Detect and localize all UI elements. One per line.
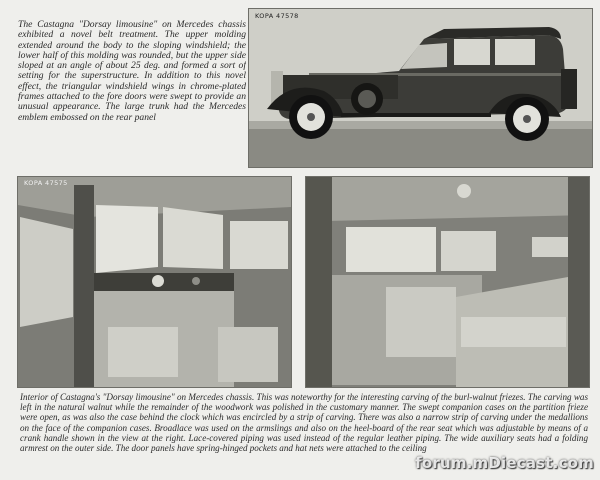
watermark: forum.mDiecast.com [415, 454, 594, 472]
car-exterior-photo [248, 8, 593, 168]
photo-tag-interior-left: KOPA 47575 [24, 179, 68, 187]
interior-right-photo [305, 176, 590, 388]
photo-tag-car: KOPA 47578 [255, 12, 299, 20]
interior-left-photo [17, 176, 292, 388]
bottom-caption: Interior of Castagna's "Dorsay limousine" on Mercedes chassis. This was noteworthy for the interesting carving of the burl-walnut friezes. The carving was left in the natural walnut while the remainder of the woodwork was polished in the customary manner. The swept companion cases on the partition frieze were open, as was also the case behind the clock which was encircled by a strip of carving. There was also a narrow strip of carving under the medallions on the face of the companion cases. Broadlace was used on the armslings and also on the heel-board of the rear seat which was adjustable by means of a crank handle shown in the view at the right. Lace-covered piping was used instead of the regular leather piping. The wide auxiliary seats had a folding armrest on the outer side. The door panels have spring-hinged pockets and hat nets were attached to the ceiling [20, 392, 588, 454]
car-illustration [249, 9, 592, 167]
top-caption: The Castagna "Dorsay limousine" on Mercedes chassis exhibited a novel belt treatment. The upper molding extended around the body to the sloping windshield; the lower half of this molding was rounded, but the upper side sloped at an angle of about 25 deg. and formed a sort of setting for the superstructure. In addition to this novel effect, the triangular windshield wings in chrome-plated frames attached to the fore doors were swept to provide an unusual appearance. The large trunk had the Mercedes emblem embossed on the rear panel [18, 20, 246, 123]
interior-left-illustration [18, 177, 291, 387]
interior-right-illustration [306, 177, 589, 387]
